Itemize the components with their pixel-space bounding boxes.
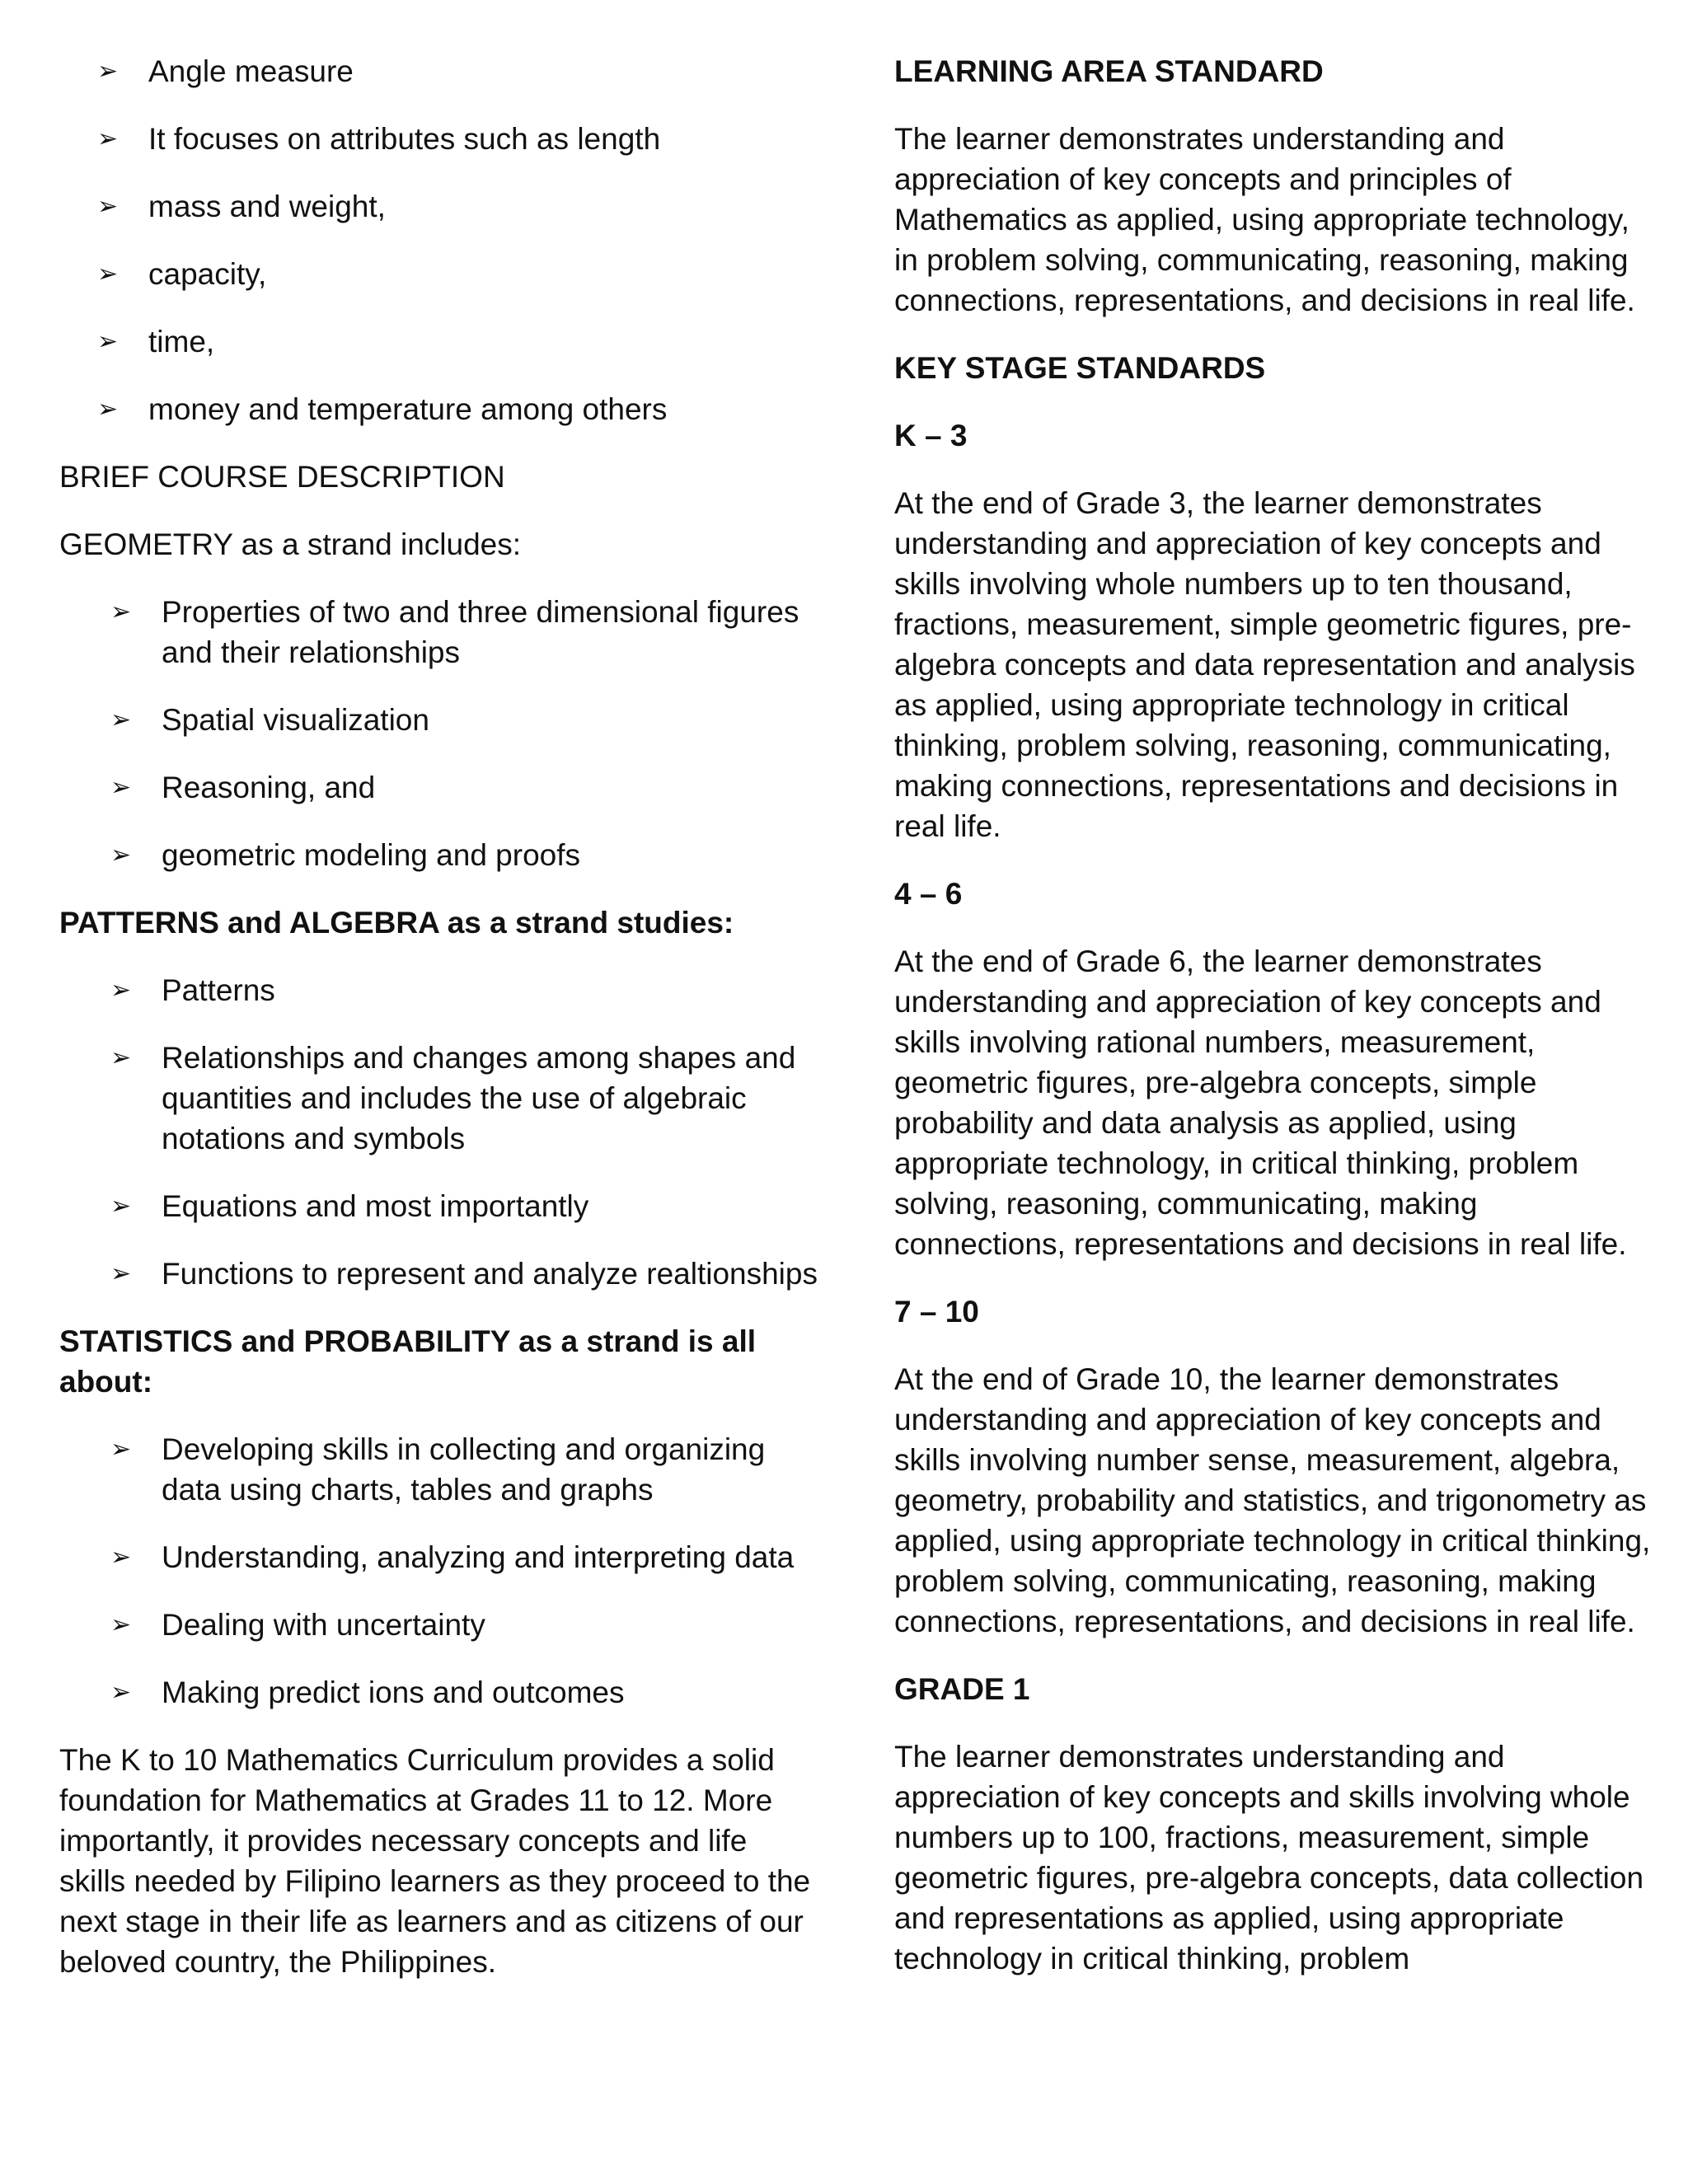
list-item [59,767,818,808]
learning-area-standard-heading: LEARNING AREA STANDARD [894,54,1324,88]
arrowhead-bullet-icon: ➢ [110,1436,132,1463]
list-item [59,835,818,875]
list-item-text: capacity, [148,257,267,291]
arrowhead-bullet-icon: ➢ [110,1611,132,1638]
list-item-text: mass and weight, [148,190,386,223]
grade-7-10-text: At the end of Grade 10, the learner demonstrates understanding and appreciation of key concepts and skills involving number sense, measurement, algebra, geometry, probability and statistics, and trigonometry as applied, using appropriate technology in critical thinking, problem solving, communicating, reasoning, making connections, representations, and decisions in real life. [894,1362,1651,1638]
closing-paragraph: The K to 10 Mathematics Curriculum provides a solid foundation for Mathematics at Grades 11 to 12. More importantly, it provides necessary concepts and life skills needed by Filipino learners as they proceed to the next stage in their life as learners and as citizens of our beloved country, the Philippines. [59,1743,811,1979]
list-item [59,1672,818,1713]
arrowhead-bullet-icon: ➢ [97,260,119,288]
list-item [59,700,818,740]
grade-4-6-heading: 4 – 6 [894,877,963,911]
arrowhead-bullet-icon: ➢ [110,1260,132,1287]
list-item-text: Making predict ions and outcomes [162,1675,625,1709]
k3-heading: K – 3 [894,419,968,452]
arrowhead-bullet-icon: ➢ [97,193,119,220]
list-item [59,1038,818,1159]
arrowhead-bullet-icon: ➢ [110,1544,132,1571]
grade-1-heading: GRADE 1 [894,1672,1030,1706]
list-item [59,1537,818,1577]
list-item-text: Reasoning, and [162,771,376,804]
list-item-text: Properties of two and three dimensional figures and their relationships [162,595,799,669]
list-item-text: Angle measure [148,54,354,88]
arrowhead-bullet-icon: ➢ [97,328,119,355]
arrowhead-bullet-icon: ➢ [110,841,132,869]
list-item-text: Patterns [162,973,275,1007]
list-item-text: geometric modeling and proofs [162,838,581,872]
measurement-list [59,51,818,429]
left-column [59,51,818,1982]
list-item-text: Dealing with uncertainty [162,1608,485,1642]
arrowhead-bullet-icon: ➢ [110,977,132,1004]
grade-7-10-heading: 7 – 10 [894,1295,979,1329]
list-item-text: Relationships and changes among shapes and quantities and includes the use of algebraic notations and symbols [162,1041,796,1155]
geometry-intro: GEOMETRY as a strand includes: [59,527,522,561]
right-column [894,51,1657,1979]
list-item [59,321,818,362]
learning-area-standard-text: The learner demonstrates understanding and appreciation of key concepts and principles of Mathematics as applied, using appropriate technology, in problem solving, communicating, reasoning, making connections, representations, and decisions in real life. [894,122,1635,317]
arrowhead-bullet-icon: ➢ [110,1044,132,1071]
brief-course-description-heading: BRIEF COURSE DESCRIPTION [59,460,505,494]
arrowhead-bullet-icon: ➢ [97,396,119,423]
list-item [59,1429,818,1510]
arrowhead-bullet-icon: ➢ [110,706,132,733]
statistics-probability-heading: STATISTICS and PROBABILITY as a strand is all about: [59,1324,757,1399]
list-item-text: Equations and most importantly [162,1189,589,1223]
list-item-text: Understanding, analyzing and interpreting data [162,1540,795,1574]
list-item [59,1605,818,1645]
list-item [59,1186,818,1226]
list-item [59,51,818,91]
arrowhead-bullet-icon: ➢ [110,774,132,801]
list-item-text: money and temperature among others [148,392,668,426]
list-item [59,389,818,429]
arrowhead-bullet-icon: ➢ [110,1193,132,1220]
list-item [59,254,818,294]
patterns-list [59,970,818,1294]
statistics-list [59,1429,818,1713]
arrowhead-bullet-icon: ➢ [97,125,119,152]
list-item-text: Functions to represent and analyze realtionships [162,1257,818,1291]
geometry-list [59,592,818,875]
key-stage-standards-heading: KEY STAGE STANDARDS [894,351,1266,385]
list-item-text: Developing skills in collecting and organizing data using charts, tables and graphs [162,1432,766,1507]
arrowhead-bullet-icon: ➢ [110,1679,132,1706]
patterns-algebra-heading: PATTERNS and ALGEBRA as a strand studies: [59,906,734,940]
list-item [59,970,818,1010]
grade-4-6-text: At the end of Grade 6, the learner demonstrates understanding and appreciation of key concepts and skills involving rational numbers, measurement, geometric figures, pre-algebra concepts, simple probability and data analysis as applied, using appropriate technology, in critical thinking, problem solving, reasoning, communicating, making connections, representations and decisions in real life. [894,944,1627,1261]
k3-text: At the end of Grade 3, the learner demonstrates understanding and appreciation of key concepts and skills involving whole numbers up to ten thousand, fractions, measurement, simple geometric figures, pre-algebra concepts and data representation and analysis as applied, using appropriate technology in critical thinking, problem solving, reasoning, communicating, making connections, representations and decisions in real life. [894,486,1635,843]
list-item [59,1254,818,1294]
list-item-text: It focuses on attributes such as length [148,122,661,156]
list-item-text: Spatial visualization [162,703,429,737]
arrowhead-bullet-icon: ➢ [110,598,132,626]
list-item-text: time, [148,325,215,359]
arrowhead-bullet-icon: ➢ [97,58,119,85]
list-item [59,592,818,673]
grade-1-text: The learner demonstrates understanding and appreciation of key concepts and skills involving whole numbers up to 100, fractions, measurement, simple geometric figures, pre-algebra concepts, data collection and representations as applied, using appropriate technology in critical thinking, problem [894,1740,1644,1975]
list-item [59,186,818,227]
list-item [59,119,818,159]
